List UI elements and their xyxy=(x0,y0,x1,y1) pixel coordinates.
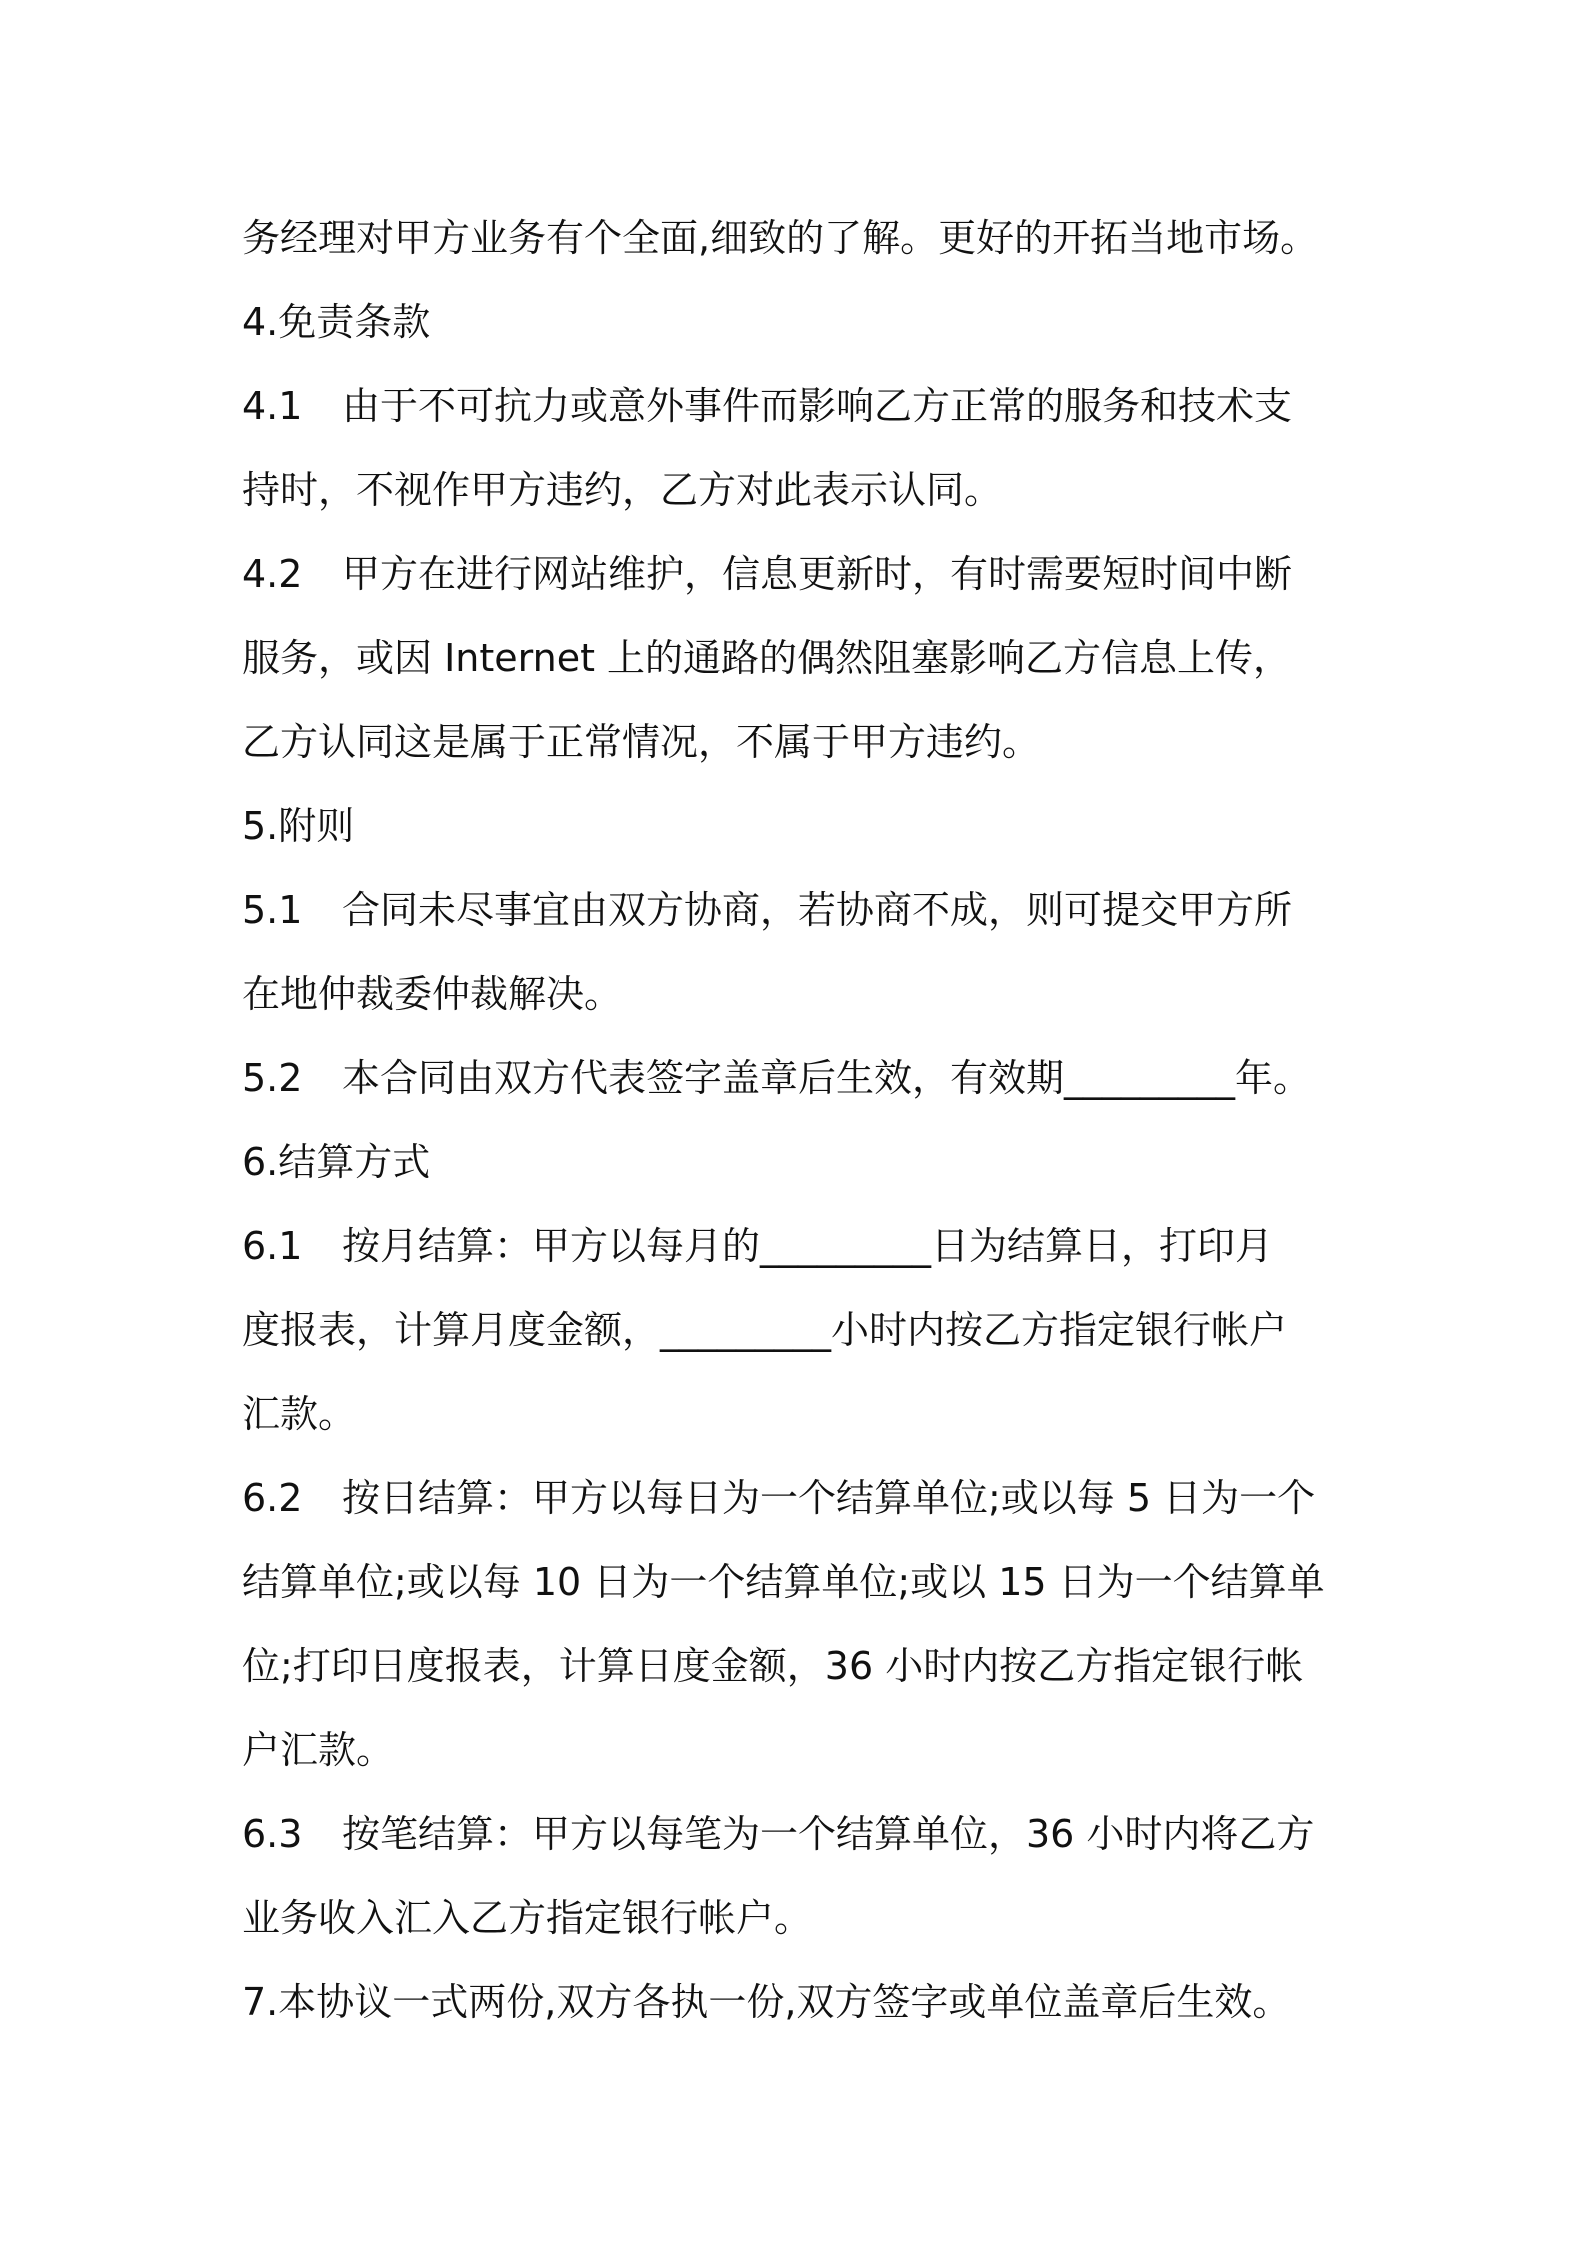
text-line: 户汇款。 xyxy=(242,1728,395,1772)
text-line: 乙方认同这是属于正常情况，不属于甲方违约。 xyxy=(242,720,1041,764)
section-heading: 5.附则 xyxy=(242,804,355,848)
text-line: 务经理对甲方业务有个全面,细致的了解。更好的开拓当地市场。 xyxy=(242,216,1319,260)
clause-text: 合同未尽事宜由双方协商，若协商不成，则可提交甲方所 xyxy=(342,888,1293,932)
text-line: 度报表，计算月度金额，_________小时内按乙方指定银行帐户 xyxy=(242,1308,1288,1352)
clause-line xyxy=(242,532,1362,616)
clause-line xyxy=(242,364,1362,448)
clause-text: 甲方在进行网站维护，信息更新时，有时需要短时间中断 xyxy=(342,552,1293,596)
clause-line xyxy=(242,1792,1362,1876)
clause-text: 按笔结算：甲方以每笔为一个结算单位，36 小时内将乙方 xyxy=(342,1812,1315,1856)
clause-number: 5.1 xyxy=(242,888,303,932)
text-line: 结算单位;或以每 10 日为一个结算单位;或以 15 日为一个结算单 xyxy=(242,1560,1325,1604)
clause-line xyxy=(242,1456,1362,1540)
text-line: 汇款。 xyxy=(242,1392,357,1436)
section-heading: 4.免责条款 xyxy=(242,300,431,344)
section-heading: 7.本协议一式两份,双方各执一份,双方签字或单位盖章后生效。 xyxy=(242,1980,1291,2024)
text-line: 在地仲裁委仲裁解决。 xyxy=(242,972,623,1016)
clause-number: 6.2 xyxy=(242,1476,303,1520)
contract-text xyxy=(242,196,1362,2044)
clause-line xyxy=(242,1036,1362,1120)
clause-line xyxy=(242,1204,1362,1288)
clause-text: 由于不可抗力或意外事件而影响乙方正常的服务和技术支 xyxy=(342,384,1293,428)
clause-number: 6.1 xyxy=(242,1224,303,1268)
clause-text: 本合同由双方代表签字盖章后生效，有效期_________年。 xyxy=(342,1056,1312,1100)
text-line: 持时，不视作甲方违约，乙方对此表示认同。 xyxy=(242,468,1003,512)
text-line: 服务，或因 Internet 上的通路的偶然阻塞影响乙方信息上传， xyxy=(242,636,1292,680)
clause-text: 按月结算：甲方以每月的_________日为结算日，打印月 xyxy=(342,1224,1274,1268)
clause-number: 4.2 xyxy=(242,552,303,596)
text-line: 位;打印日度报表，计算日度金额，36 小时内按乙方指定银行帐 xyxy=(242,1644,1304,1688)
section-heading: 6.结算方式 xyxy=(242,1140,431,1184)
clause-number: 5.2 xyxy=(242,1056,303,1100)
clause-number: 4.1 xyxy=(242,384,303,428)
clause-line xyxy=(242,868,1362,952)
clause-number: 6.3 xyxy=(242,1812,303,1856)
text-line: 业务收入汇入乙方指定银行帐户。 xyxy=(242,1896,813,1940)
clause-text: 按日结算：甲方以每日为一个结算单位;或以每 5 日为一个 xyxy=(342,1476,1316,1520)
